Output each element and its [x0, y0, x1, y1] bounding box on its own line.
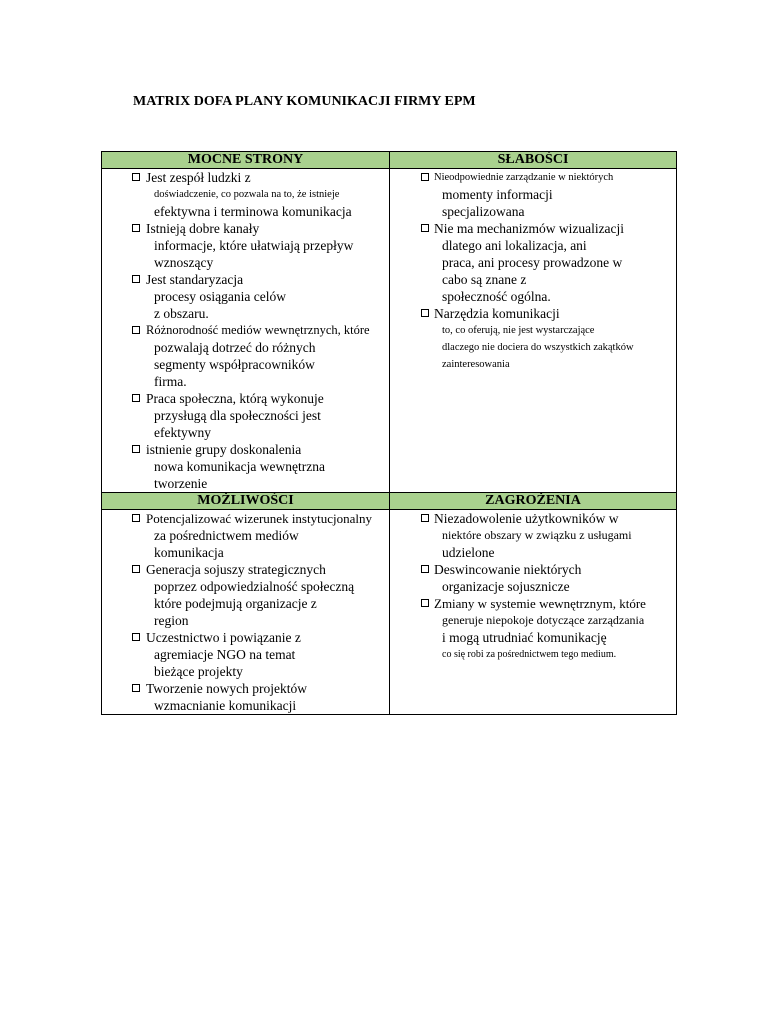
checkbox-square-icon [132, 565, 140, 573]
strength-item-6 [102, 441, 389, 492]
weaknesses-cell [390, 169, 677, 493]
strength-1-line-2: doświadczenie, co pozwala na to, że istnieje [154, 189, 340, 200]
document-title: MATRIX DOFA PLANY KOMUNIKACJI FIRMY EPM [133, 94, 476, 109]
opportunity-2-line-3: które podejmują organizacje z [154, 596, 317, 611]
checkbox-square-icon [132, 633, 140, 641]
strength-item-3 [102, 271, 389, 322]
strength-1-line-3: efektywna i terminowa komunikacja [154, 204, 352, 219]
opportunity-2-line-2: poprzez odpowiedzialność społeczną [154, 579, 355, 594]
opportunities-cell [102, 510, 390, 715]
header-row-top [102, 152, 677, 169]
strength-6-line-3: tworzenie [154, 476, 208, 491]
opportunity-4-line-2: wzmacnianie komunikacji [154, 698, 297, 713]
strength-3-line-3: z obszaru. [154, 306, 209, 321]
weakness-2-line-4: cabo są znane z [442, 272, 527, 287]
checkbox-square-icon [132, 445, 140, 453]
checkbox-square-icon [132, 514, 140, 522]
opportunity-3-line-1: Uczestnictwo i powiązanie z [146, 630, 301, 645]
checkbox-square-icon [421, 514, 429, 522]
threats-cell [390, 510, 677, 715]
strength-2-line-3: wznoszący [154, 255, 214, 270]
opportunity-item-1 [102, 510, 389, 561]
checkbox-square-icon [421, 309, 429, 317]
checkbox-square-icon [421, 173, 429, 181]
threat-item-2 [390, 561, 676, 595]
weakness-item-2 [390, 220, 676, 305]
threat-3-line-1: Zmiany w systemie wewnętrznym, które [434, 596, 646, 611]
checkbox-square-icon [132, 224, 140, 232]
header-opportunities: MOŻLIWOŚCI [102, 493, 390, 510]
opportunity-item-2 [102, 561, 389, 629]
threat-3-line-4: co się robi za pośrednictwem tego medium. [442, 649, 617, 660]
strength-4-line-4: firma. [154, 374, 187, 389]
weakness-1-line-1: Nieodpowiednie zarządzanie w niektórych [434, 172, 614, 183]
checkbox-square-icon [132, 275, 140, 283]
strengths-cell [102, 169, 390, 493]
weakness-3-line-2: to, co oferują, nie jest wystarczające [442, 325, 595, 336]
strength-item-5 [102, 390, 389, 441]
opportunities-list [102, 510, 389, 714]
threat-3-line-3: i mogą utrudniać komunikację [442, 630, 607, 645]
header-threats: ZAGROŻENIA [390, 493, 677, 510]
weakness-item-1 [390, 169, 676, 220]
threats-list [390, 510, 676, 663]
strength-5-line-3: efektywny [154, 425, 211, 440]
weaknesses-list [390, 169, 676, 373]
checkbox-square-icon [132, 173, 140, 181]
swot-matrix-table [101, 151, 677, 715]
threat-1-line-2: niektóre obszary w związku z usługami [442, 528, 632, 542]
content-row-top [102, 169, 677, 493]
strength-5-line-2: przysługą dla społeczności jest [154, 408, 321, 423]
checkbox-square-icon [132, 394, 140, 402]
opportunity-item-3 [102, 629, 389, 680]
strength-item-2 [102, 220, 389, 271]
threat-item-1 [390, 510, 676, 561]
weakness-3-line-3: dlaczego nie dociera do wszystkich zakątków [442, 342, 634, 353]
threat-3-line-2: generuje niepokoje dotyczące zarządzania [442, 613, 645, 627]
opportunity-1-line-3: komunikacja [154, 545, 224, 560]
checkbox-square-icon [132, 684, 140, 692]
strength-item-1 [102, 169, 389, 220]
strength-2-line-1: Istnieją dobre kanały [146, 221, 260, 236]
weakness-3-line-1: Narzędzia komunikacji [434, 306, 560, 321]
weakness-2-line-3: praca, ani procesy prowadzone w [442, 255, 623, 270]
threat-2-line-1: Deswincowanie niektórych [434, 562, 582, 577]
strength-2-line-2: informacje, które ułatwiają przepływ [154, 238, 354, 253]
threat-1-line-3: udzielone [442, 545, 495, 560]
checkbox-square-icon [421, 599, 429, 607]
opportunity-2-line-4: region [154, 613, 189, 628]
checkbox-square-icon [132, 326, 140, 334]
weakness-3-line-4: zainteresowania [442, 359, 510, 370]
strengths-list [102, 169, 389, 492]
weakness-2-line-1: Nie ma mechanizmów wizualizacji [434, 221, 625, 236]
strength-4-line-3: segmenty współpracowników [154, 357, 315, 372]
strength-5-line-1: Praca społeczna, którą wykonuje [146, 391, 324, 406]
header-strengths: MOCNE STRONY [102, 152, 390, 169]
strength-3-line-1: Jest standaryzacja [146, 272, 244, 287]
checkbox-square-icon [421, 565, 429, 573]
strength-3-line-2: procesy osiągania celów [154, 289, 286, 304]
opportunity-1-line-1: Potencjalizować wizerunek instytucjonalny [146, 511, 372, 526]
strength-item-4 [102, 322, 389, 390]
header-row-bottom [102, 493, 677, 510]
weakness-2-line-5: społeczność ogólna. [442, 289, 551, 304]
weakness-2-line-2: dlatego ani lokalizacja, ani [442, 238, 587, 253]
strength-4-line-2: pozwalają dotrzeć do różnych [154, 340, 316, 355]
threat-2-line-2: organizacje sojusznicze [442, 579, 570, 594]
strength-4-line-1: Różnorodność mediów wewnętrznych, które [146, 323, 370, 337]
opportunity-3-line-3: bieżące projekty [154, 664, 243, 679]
opportunity-item-4 [102, 680, 389, 714]
opportunity-2-line-1: Generacja sojuszy strategicznych [146, 562, 326, 577]
opportunity-4-line-1: Tworzenie nowych projektów [146, 681, 308, 696]
header-weaknesses: SŁABOŚCI [390, 152, 677, 169]
threat-item-3 [390, 595, 676, 663]
threat-1-line-1: Niezadowolenie użytkowników w [434, 511, 619, 526]
strength-6-line-1: istnienie grupy doskonalenia [146, 442, 302, 457]
opportunity-1-line-2: za pośrednictwem mediów [154, 528, 299, 543]
strength-1-line-1: Jest zespół ludzki z [146, 170, 251, 185]
strength-6-line-2: nowa komunikacja wewnętrzna [154, 459, 325, 474]
weakness-1-line-2: momenty informacji [442, 187, 553, 202]
content-row-bottom [102, 510, 677, 715]
weakness-item-3 [390, 305, 676, 373]
opportunity-3-line-2: agremiacje NGO na temat [154, 647, 296, 662]
checkbox-square-icon [421, 224, 429, 232]
weakness-1-line-3: specjalizowana [442, 204, 525, 219]
